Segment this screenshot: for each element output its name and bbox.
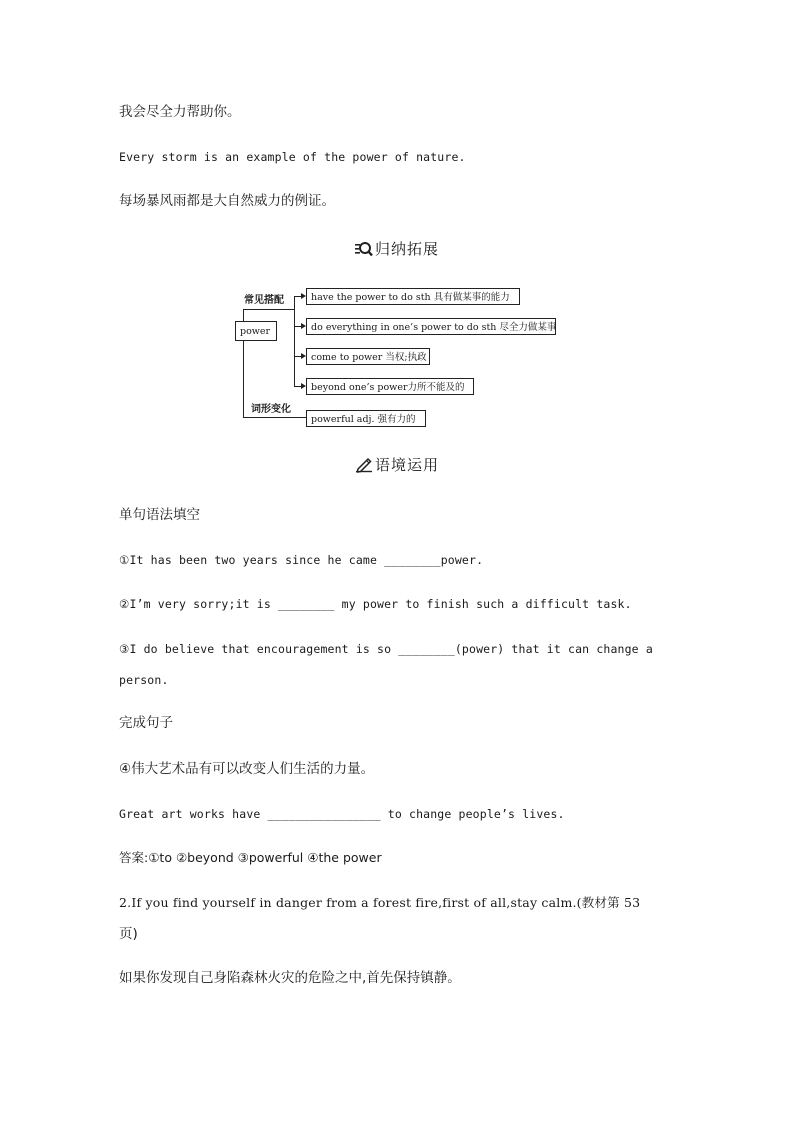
question-3-cont: person. bbox=[119, 673, 169, 687]
question-1: ①It has been two years since he came ________power. bbox=[119, 553, 484, 567]
single-fill-title: 单句语法填空 bbox=[119, 507, 200, 523]
question-3: ③I do believe that encouragement is so ________(power) that it can change a bbox=[119, 642, 653, 656]
text-line-1: 我会尽全力帮助你。 bbox=[119, 104, 241, 120]
section-usage-title: 语境运用 bbox=[374, 456, 439, 474]
item-2-sentence: 2.If you find yourself in danger from a forest fire,first of all,stay calm.(教材第 53 bbox=[119, 895, 641, 910]
pencil-icon bbox=[355, 457, 373, 473]
diagram-item-4: beyond one’s power力所不能及的 bbox=[306, 378, 474, 395]
text-line-2: Every storm is an example of the power of nature. bbox=[119, 150, 466, 164]
complete-sentence-title: 完成句子 bbox=[119, 715, 173, 731]
diagram-group-collocations: 常见搭配 bbox=[244, 295, 284, 306]
diagram-item-1: have the power to do sth 具有做某事的能力 bbox=[306, 288, 520, 305]
question-2: ②I’m very sorry;it is ________ my power to finish such a difficult task. bbox=[119, 597, 632, 611]
question-4: ④伟大艺术品有可以改变人们生活的力量。 bbox=[119, 761, 375, 777]
diagram-item-2: do everything in one’s power to do sth 尽全力做某事 bbox=[306, 318, 556, 335]
diagram-item-3: come to power 当权;执政 bbox=[306, 348, 430, 365]
diagram-group-word-forms: 词形变化 bbox=[251, 404, 291, 415]
diagram-root-box: power bbox=[235, 321, 277, 341]
section-summary-heading bbox=[0, 238, 794, 260]
item-2-sentence-cont: 页) bbox=[119, 926, 138, 942]
item-2-translation: 如果你发现自己身陷森林火灾的危险之中,首先保持镇静。 bbox=[119, 970, 461, 986]
section-usage-heading bbox=[0, 454, 794, 476]
answer-line: 答案:①to ②beyond ③powerful ④the power bbox=[119, 850, 382, 865]
question-4-english: Great art works have ________________ to change people’s lives. bbox=[119, 807, 565, 821]
magnifier-icon bbox=[355, 241, 373, 257]
diagram-item-5: powerful adj. 强有力的 bbox=[306, 410, 426, 427]
text-line-3: 每场暴风雨都是大自然威力的例证。 bbox=[119, 193, 335, 209]
section-summary-title: 归纳拓展 bbox=[374, 240, 439, 258]
